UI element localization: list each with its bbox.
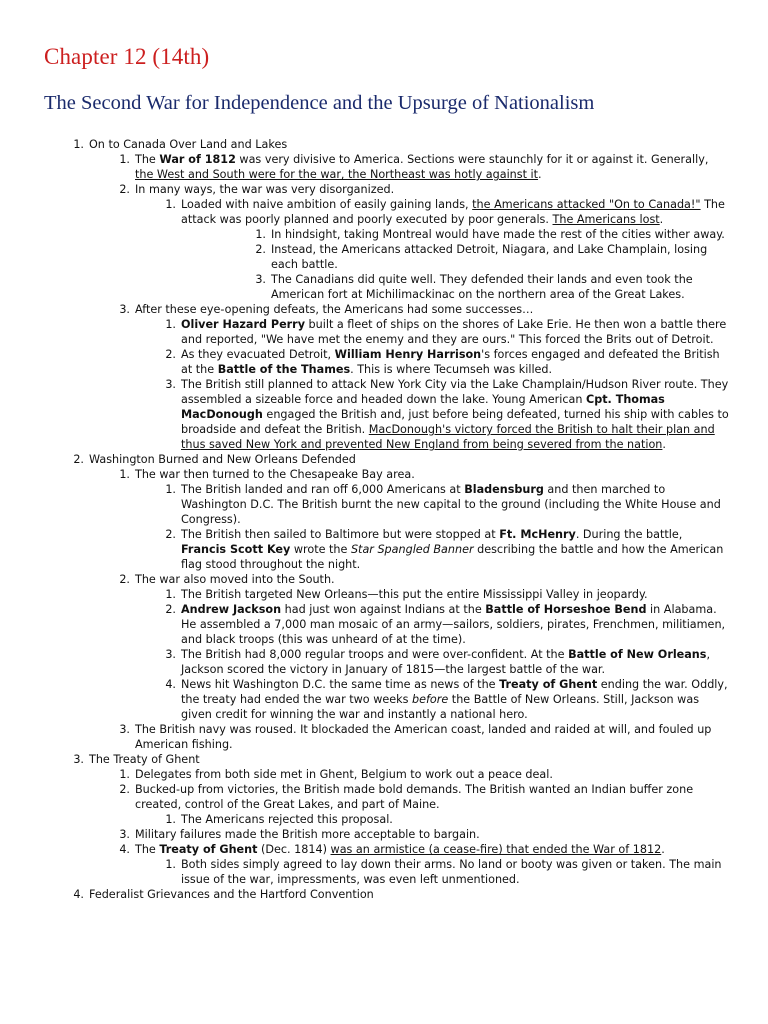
item-text: (Dec. 1814) (257, 843, 331, 856)
item-number: 3. (73, 753, 84, 766)
item-number: 3. (165, 648, 176, 661)
underlined-text: The Americans lost (552, 213, 660, 226)
item-number: 1. (165, 858, 176, 871)
item-number: 2. (165, 348, 176, 361)
outline-item (165, 602, 729, 647)
outline-item (255, 227, 729, 242)
item-text: The attack was poorly planned and poorly executed by poor generals. (181, 198, 725, 226)
outline-item (119, 182, 729, 197)
outline-item (165, 857, 729, 887)
item-number: 2. (119, 783, 130, 796)
outline-item (73, 137, 729, 152)
item-text: had just won against Indians at the (281, 603, 486, 616)
underlined-text: the Americans attacked "On to Canada!" (472, 198, 701, 211)
outline-item (165, 197, 729, 227)
outline-item (73, 752, 729, 767)
item-text: Delegates from both side met in Ghent, Belgium to work out a peace deal. (135, 768, 553, 781)
outline-item (165, 812, 729, 827)
item-text: . During the battle, (575, 528, 683, 541)
item-text: built a fleet of ships on the shores of Lake Erie. He then won a battle there and reported, "We have met the enemy and they are ours." This forced the Brits out of Detroit. (181, 318, 727, 346)
outline-item (165, 317, 729, 347)
chapter-title: The Second War for Independence and the Upsurge of Nationalism (44, 92, 595, 114)
outline-item (165, 587, 729, 602)
bold-term: War of 1812 (159, 153, 236, 166)
item-number: 1. (119, 153, 130, 166)
item-text: engaged the British and, just before being defeated, turned his ship with cables to broadside and defeat the British. (181, 408, 729, 436)
item-text: The Americans rejected this proposal. (181, 813, 393, 826)
item-text: The British landed and ran off 6,000 Americans at (181, 483, 465, 496)
outline-item (119, 572, 729, 587)
item-number: 4. (165, 678, 176, 691)
item-text: the Battle of New Orleans. Still, Jackson was given credit for winning the war and instantly a national hero. (181, 693, 700, 721)
outline-list (0, 137, 768, 902)
outline-item (165, 647, 729, 677)
outline-item (73, 887, 729, 902)
item-number: 3. (165, 378, 176, 391)
item-number: 1. (165, 318, 176, 331)
outline-item (255, 242, 729, 272)
item-text: , Jackson scored the victory in January of 1815—the largest battle of the war. (181, 648, 710, 676)
item-text: . (662, 438, 666, 451)
outline-item (119, 782, 729, 812)
outline-item (165, 677, 729, 722)
item-text: Federalist Grievances and the Hartford Convention (89, 888, 374, 901)
item-text: The British had 8,000 regular troops and were over-confident. At the (181, 648, 569, 661)
bold-term: Battle of Horseshoe Bend (485, 603, 647, 616)
item-text: Washington Burned and New Orleans Defended (89, 453, 356, 466)
item-number: 4. (119, 843, 130, 856)
item-text: describing the battle and how the American flag stood throughout the night. (181, 543, 724, 571)
item-number: 3. (119, 828, 130, 841)
item-number: 2. (255, 243, 266, 256)
item-text: After these eye-opening defeats, the Americans had some successes… (135, 303, 534, 316)
item-text: As they evacuated Detroit, (181, 348, 335, 361)
italic-text: Star Spangled Banner (350, 543, 474, 556)
bold-term: Bladensburg (464, 483, 544, 496)
chapter-heading: Chapter 12 (14th) (44, 44, 210, 69)
item-text: News hit Washington D.C. the same time as news of the (181, 678, 500, 691)
item-text: In many ways, the war was very disorganized. (135, 183, 395, 196)
outline-item (165, 347, 729, 377)
item-text: Instead, the Americans attacked Detroit, Niagara, and Lake Champlain, losing each battle. (271, 243, 708, 271)
item-text: was very divisive to America. Sections were staunchly for it or against it. Generally, (235, 153, 709, 166)
item-text: wrote the (290, 543, 351, 556)
item-number: 1. (165, 483, 176, 496)
item-number: 2. (165, 528, 176, 541)
outline-item (255, 272, 729, 302)
bold-term: William Henry Harrison (334, 348, 482, 361)
item-number: 1. (165, 198, 176, 211)
outline-item (119, 152, 729, 182)
item-text: The war then turned to the Chesapeake Bay area. (135, 468, 415, 481)
bold-term: Cpt. Thomas MacDonough (181, 393, 665, 421)
item-number: 2. (165, 603, 176, 616)
underlined-text: the West and South were for the war, the Northeast was hotly against it (135, 168, 539, 181)
item-number: 4. (73, 888, 84, 901)
item-text: . This is where Tecumseh was killed. (350, 363, 553, 376)
outline-item (165, 482, 729, 527)
bold-term: Treaty of Ghent (499, 678, 598, 691)
item-number: 1. (119, 768, 130, 781)
item-text: On to Canada Over Land and Lakes (89, 138, 288, 151)
item-text: Bucked-up from victories, the British made bold demands. The British wanted an Indian buffer zone created, control of the Great Lakes, and part of Maine. (135, 783, 694, 811)
underlined-text: MacDonough's victory forced the British to halt their plan and thus saved New York and prevented New England from being severed from the nation (181, 423, 715, 451)
item-text: ending the war. Oddly, the treaty had ended the war two weeks (181, 678, 728, 706)
outline-item (165, 377, 729, 452)
item-text: . (538, 168, 542, 181)
item-number: 1. (165, 813, 176, 826)
item-number: 1. (165, 588, 176, 601)
bold-term: Battle of New Orleans (568, 648, 707, 661)
item-text: The British navy was roused. It blockaded the American coast, landed and raided at will, and fouled up American fishing. (135, 723, 712, 751)
item-number: 3. (255, 273, 266, 286)
item-text: Loaded with naive ambition of easily gaining lands, (181, 198, 473, 211)
item-text: The war also moved into the South. (135, 573, 335, 586)
item-text: The Treaty of Ghent (89, 753, 200, 766)
item-text: 's forces engaged and defeated the British at the (181, 348, 720, 376)
item-text: The (135, 153, 160, 166)
outline-item (119, 302, 729, 317)
item-text: The British then sailed to Baltimore but were stopped at (181, 528, 500, 541)
bold-term: Ft. McHenry (499, 528, 576, 541)
item-text: . (661, 843, 665, 856)
item-text: Military failures made the British more acceptable to bargain. (135, 828, 480, 841)
outline-item (119, 722, 729, 752)
bold-term: Oliver Hazard Perry (181, 318, 305, 331)
item-text: In hindsight, taking Montreal would have made the rest of the cities wither away. (271, 228, 725, 241)
item-text: . (659, 213, 664, 226)
item-number: 1. (73, 138, 84, 151)
item-number: 2. (119, 183, 130, 196)
item-text: The British targeted New Orleans—this put the entire Mississippi Valley in jeopardy. (181, 588, 648, 601)
underlined-text: was an armistice (a cease-fire) that ended the War of 1812 (330, 843, 662, 856)
item-number: 1. (255, 228, 266, 241)
item-text: Both sides simply agreed to lay down their arms. No land or booty was given or taken. The main issue of the war, impressments, was even left unmentioned. (181, 858, 722, 886)
outline-item (119, 842, 729, 857)
outline-item (119, 767, 729, 782)
item-text: The (135, 843, 160, 856)
item-text: and then marched to Washington D.C. The British burnt the new capital to the ground (including the White House and Congress). (181, 483, 721, 526)
bold-term: Treaty of Ghent (159, 843, 258, 856)
outline-item (119, 827, 729, 842)
item-number: 1. (119, 468, 130, 481)
italic-text: before (411, 693, 449, 706)
item-text: in Alabama. He assembled a 7,000 man mosaic of an army—sailors, soldiers, pirates, Frenchmen, militiamen, and black troops (this was unheard of at the time). (181, 603, 726, 646)
item-number: 3. (119, 723, 130, 736)
item-number: 2. (73, 453, 84, 466)
bold-term: Battle of the Thames (217, 363, 351, 376)
item-number: 2. (119, 573, 130, 586)
outline-item (165, 527, 729, 572)
bold-term: Andrew Jackson (181, 603, 282, 616)
outline-item (73, 452, 729, 467)
outline-item (119, 467, 729, 482)
bold-term: Francis Scott Key (181, 543, 291, 556)
item-text: The British still planned to attack New York City via the Lake Champlain/Hudson River route. They assembled a sizeable force and headed down the lake. Young American (181, 378, 729, 406)
item-text: The Canadians did quite well. They defended their lands and even took the American fort at Michilimackinac on the northern area of the Great Lakes. (271, 273, 693, 301)
item-number: 3. (119, 303, 130, 316)
